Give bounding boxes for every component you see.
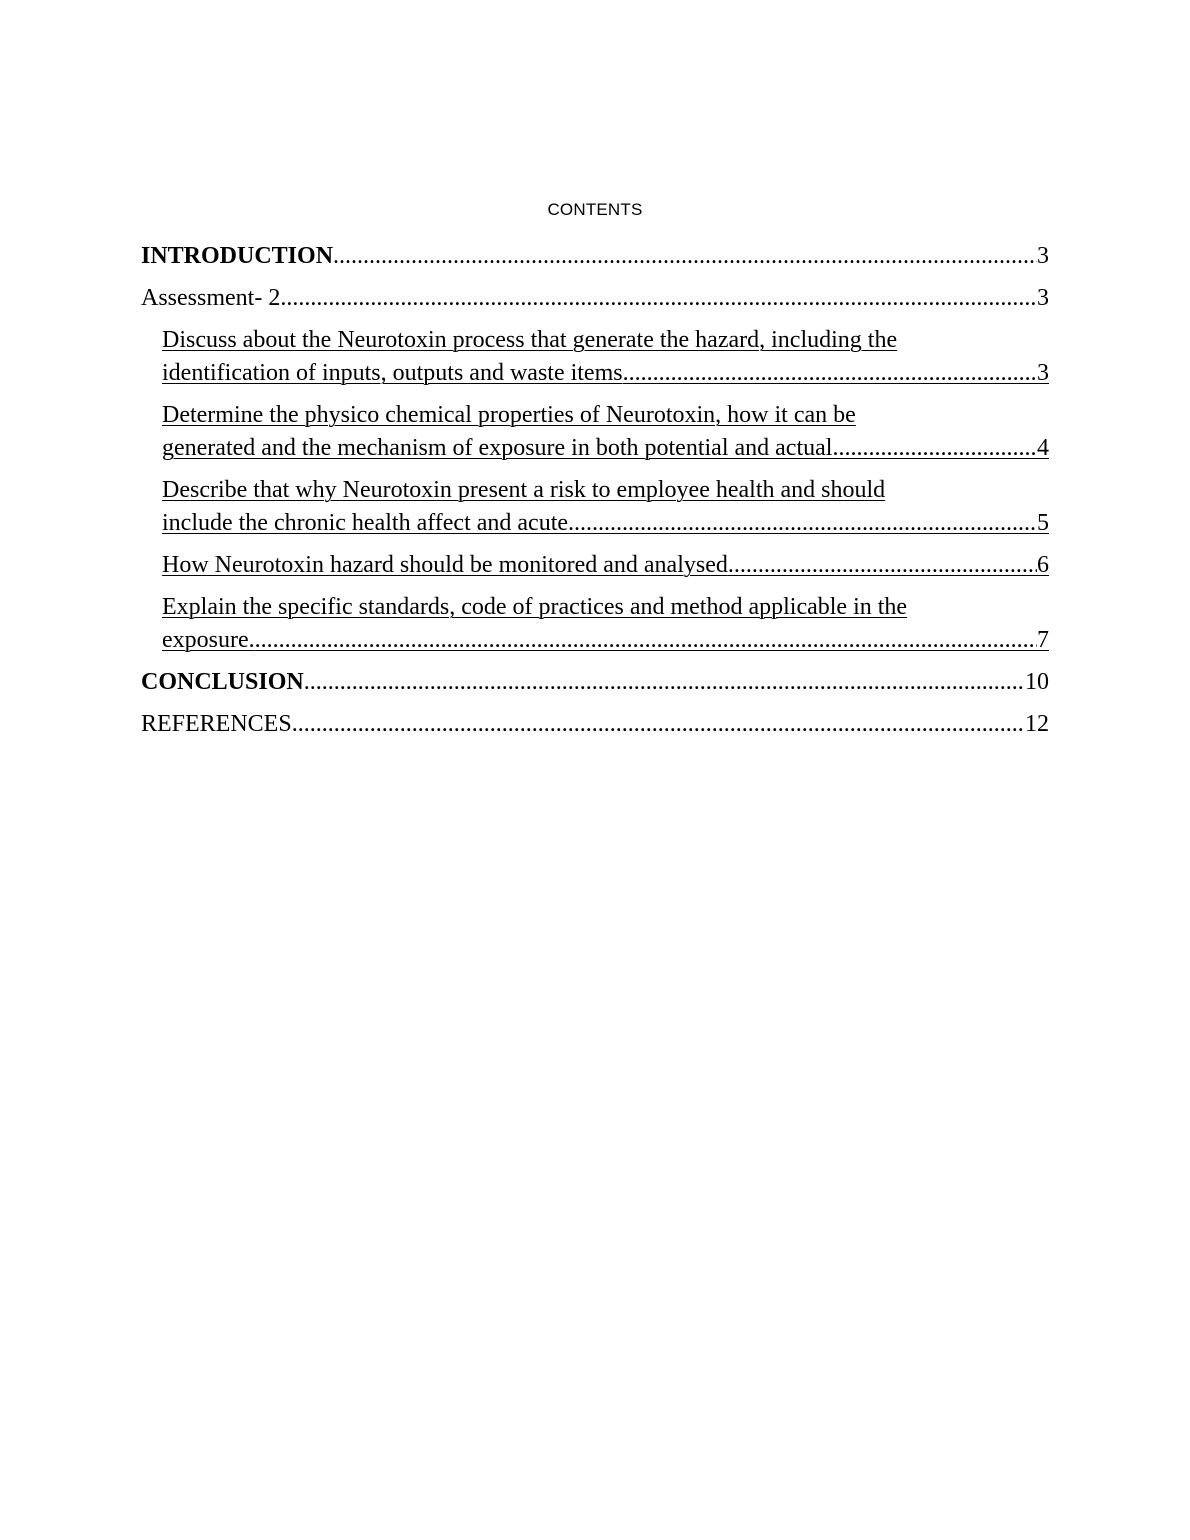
- toc-entry-title: How Neurotoxin hazard should be monitored and analysed: [162, 552, 728, 578]
- toc-entry-title: Assessment- 2: [141, 285, 281, 311]
- dot-leader: [623, 357, 1037, 390]
- toc-entry[interactable]: [141, 549, 1049, 582]
- table-of-contents: [141, 240, 1049, 750]
- toc-heading: CONTENTS: [547, 200, 643, 219]
- toc-page-number: 3: [1037, 285, 1049, 311]
- toc-entry[interactable]: [141, 324, 1049, 390]
- toc-page-number: 10: [1025, 669, 1049, 695]
- toc-entry[interactable]: [141, 282, 1049, 315]
- toc-entry-title: generated and the mechanism of exposure in both potential and actual: [162, 435, 833, 461]
- toc-entry-title-line: Determine the physico chemical properties of Neurotoxin, how it can be: [162, 402, 856, 428]
- toc-entry-title-line: Explain the specific standards, code of practices and method applicable in the: [162, 594, 908, 620]
- toc-page-number: 12: [1025, 711, 1049, 737]
- toc-entry-line: [162, 507, 1049, 540]
- toc-entry-line: [141, 666, 1049, 699]
- toc-page-number: 4: [1037, 435, 1049, 461]
- toc-entry-title: INTRODUCTION: [141, 243, 334, 269]
- toc-entry-line: [141, 240, 1049, 273]
- toc-entry-line: [162, 549, 1049, 582]
- toc-page-number: 3: [1037, 243, 1049, 269]
- toc-page-number: 5: [1037, 510, 1049, 536]
- toc-page-number: 6: [1037, 552, 1049, 578]
- dot-leader: [280, 282, 1037, 315]
- dot-leader: [255, 624, 1037, 657]
- toc-page-number: 7: [1037, 627, 1049, 653]
- dot-leader: [832, 432, 1037, 465]
- toc-entry[interactable]: [141, 666, 1049, 699]
- toc-entry-line: [141, 708, 1049, 741]
- toc-entry-title-line: Describe that why Neurotoxin present a risk to employee health and should: [162, 477, 886, 503]
- toc-entry[interactable]: [141, 474, 1049, 540]
- toc-entry-title: REFERENCES: [141, 711, 292, 737]
- dot-leader: [292, 708, 1025, 741]
- toc-entry-title: CONCLUSION: [141, 669, 304, 695]
- toc-entry-title: identification of inputs, outputs and waste items: [162, 360, 623, 386]
- dot-leader: [333, 240, 1037, 273]
- toc-page-number: 3: [1037, 360, 1049, 386]
- toc-entry-line: [162, 432, 1049, 465]
- toc-entry-title-line: Discuss about the Neurotoxin process that generate the hazard, including the: [162, 327, 898, 353]
- toc-entry-title: exposure.: [162, 627, 255, 653]
- toc-entry-title: include the chronic health affect and acute: [162, 510, 569, 536]
- toc-entry-line: [141, 282, 1049, 315]
- toc-entry[interactable]: [141, 591, 1049, 657]
- toc-entry[interactable]: [141, 240, 1049, 273]
- toc-entry-line: [162, 624, 1049, 657]
- dot-leader: [304, 666, 1025, 699]
- dot-leader: [728, 549, 1037, 582]
- dot-leader: [568, 507, 1037, 540]
- toc-entry[interactable]: [141, 399, 1049, 465]
- toc-entry-line: [162, 357, 1049, 390]
- toc-entry[interactable]: [141, 708, 1049, 741]
